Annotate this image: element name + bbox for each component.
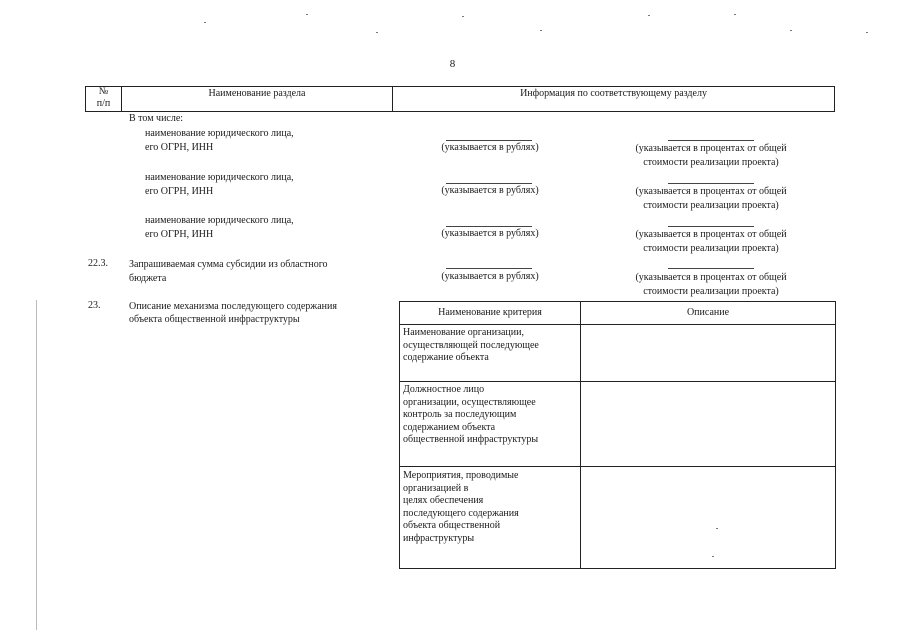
row-23-text: Описание механизма последующего содержания объекта общественной инфраструктуры (129, 301, 337, 325)
scan-speck (462, 16, 464, 17)
description-col-header: Описание (686, 307, 730, 318)
row-22-3-rub-note: (указывается в рублях) (441, 271, 539, 282)
entity-rub-note: (указывается в рублях) (441, 228, 539, 239)
entity-name: наименование юридического лица, его ОГРН, ИНН (145, 215, 294, 240)
blank-line (668, 140, 754, 141)
blank-line (668, 226, 754, 227)
entity-name: наименование юридического лица, его ОГРН, ИНН (145, 128, 294, 153)
blank-line (446, 226, 532, 227)
scan-speck (866, 32, 868, 33)
scan-speck (540, 30, 542, 31)
row-22-3-number: 22.3. (88, 258, 108, 269)
header-col-info: Информация по соответствующему разделу (520, 88, 707, 99)
blank-line (446, 140, 532, 141)
criteria-col-header: Наименование критерия (438, 307, 542, 318)
blank-line (446, 183, 532, 184)
scan-speck (716, 528, 718, 529)
scan-speck (734, 14, 736, 15)
row-22-3-text: Запрашиваемая сумма субсидии из областного бюджета (129, 259, 328, 284)
scan-speck (712, 556, 714, 557)
criteria-cell: Наименование организации, осуществляющей последующее содержание объекта (403, 327, 539, 363)
criteria-cell: Мероприятия, проводимые организацией в целях обеспечения последующего содержания объекта общественной инфраструктуры (403, 470, 519, 544)
row-23-number: 23. (88, 300, 101, 311)
scan-speck (204, 22, 206, 23)
entity-pct-note: (указывается в процентах от общей стоимости реализации проекта) (635, 186, 787, 211)
entity-rub-note: (указывается в рублях) (441, 185, 539, 196)
scan-edge-line (36, 300, 37, 630)
blank-line (668, 268, 754, 269)
scan-speck (790, 30, 792, 31)
blank-line (446, 268, 532, 269)
entity-rub-note: (указывается в рублях) (441, 142, 539, 153)
including-label: В том числе: (129, 113, 184, 124)
row-22-3-pct-note: (указывается в процентах от общей стоимости реализации проекта) (635, 272, 787, 297)
scan-speck (376, 32, 378, 33)
header-col-name: Наименование раздела (208, 88, 306, 99)
header-col-number: № п/п (96, 86, 111, 109)
blank-line (668, 183, 754, 184)
page-number: 8 (449, 58, 456, 70)
entity-name: наименование юридического лица, его ОГРН, ИНН (145, 172, 294, 197)
criteria-cell: Должностное лицо организации, осуществляющее контроль за последующим содержанием объекта общественной инфраструктуры (403, 384, 539, 445)
scan-speck (306, 14, 308, 15)
entity-pct-note: (указывается в процентах от общей стоимости реализации проекта) (635, 143, 787, 168)
scan-speck (648, 15, 650, 16)
entity-pct-note: (указывается в процентах от общей стоимости реализации проекта) (635, 229, 787, 254)
